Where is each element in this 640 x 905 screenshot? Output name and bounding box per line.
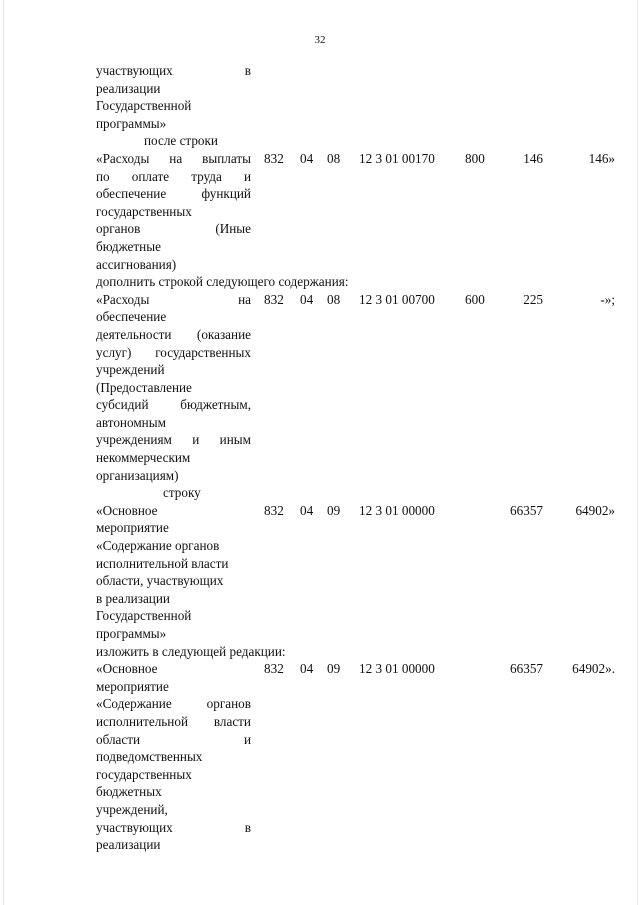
entry-line	[96, 783, 621, 801]
description-line	[96, 150, 251, 168]
description-line	[96, 713, 251, 731]
amount-year-1: 66357	[510, 661, 543, 677]
amount-year-1: 146	[523, 150, 543, 166]
description-line	[96, 203, 251, 221]
scan-edge-left	[3, 0, 4, 905]
description-line	[96, 256, 251, 274]
description-word: в	[244, 819, 251, 835]
amount-year-2: 146»	[588, 150, 615, 166]
expense-type-code: 800	[465, 150, 485, 166]
entry-line	[96, 819, 621, 837]
amount-year-2: 64902».	[572, 661, 615, 677]
description-word: Государственной	[96, 608, 192, 624]
description-line	[96, 97, 251, 115]
amount-year-2: -»;	[600, 291, 615, 307]
entry-line	[96, 220, 621, 238]
entry-line	[96, 836, 621, 854]
entry-line	[96, 678, 621, 696]
description-word: и	[243, 731, 251, 747]
description-word: (оказание	[196, 326, 251, 342]
description-line	[96, 449, 251, 467]
entry-line	[96, 731, 621, 749]
entry-line	[96, 326, 621, 344]
description-line	[96, 414, 251, 432]
description-line	[96, 467, 251, 485]
description-word: участвующих	[96, 63, 173, 78]
description-word: функций	[201, 186, 251, 202]
intro-line	[96, 97, 621, 115]
description-word: и	[192, 432, 200, 448]
description-word: автономным	[96, 414, 166, 430]
description-word: исполнительной власти	[96, 555, 229, 571]
description-word: «Основное	[96, 502, 158, 518]
subsection-code: 08	[327, 291, 341, 307]
description-line	[96, 607, 251, 625]
description-word: деятельности	[96, 326, 172, 342]
entry-line	[96, 379, 621, 397]
section-code: 04	[300, 502, 314, 518]
entry-line	[96, 766, 621, 784]
description-word: государственных	[96, 203, 192, 219]
entry-line	[96, 308, 621, 326]
description-line	[96, 326, 251, 344]
description-line	[96, 731, 251, 749]
description-line	[96, 625, 251, 643]
description-word: программы»	[96, 115, 167, 131]
description-line	[96, 185, 251, 203]
description-line	[96, 678, 251, 696]
description-word: «Расходы	[96, 150, 150, 166]
description-word: по	[96, 168, 110, 184]
description-word: органов	[206, 696, 251, 712]
description-line	[96, 572, 251, 590]
description-word: «Расходы	[96, 291, 150, 307]
description-line	[96, 361, 251, 379]
instruction-after-line: после строки	[144, 133, 218, 149]
description-word: учреждениям	[96, 432, 172, 448]
entry-line	[96, 203, 621, 221]
section-code: 04	[300, 661, 314, 677]
entry-line	[96, 150, 621, 168]
description-line	[96, 379, 251, 397]
description-word: в	[244, 63, 251, 78]
page-number: 32	[314, 34, 326, 46]
entry-line	[96, 256, 621, 274]
description-line	[96, 555, 251, 573]
description-word: участвующих	[96, 819, 173, 835]
entry-line	[96, 185, 621, 203]
entry-line	[96, 695, 621, 713]
intro-fragment	[96, 62, 621, 132]
description-word: органов	[96, 221, 141, 237]
description-word: Государственной	[96, 98, 192, 114]
amount-year-1: 66357	[510, 502, 543, 518]
entry-line	[96, 555, 621, 573]
entry-line	[96, 168, 621, 186]
description-word: ассигнования)	[96, 256, 177, 272]
description-line	[96, 660, 251, 678]
description-line	[96, 590, 251, 608]
description-word: мероприятие	[96, 520, 169, 536]
description-word: «Основное	[96, 661, 158, 677]
ministry-code: 832	[264, 150, 284, 166]
entry-line	[96, 801, 621, 819]
description-line	[96, 695, 251, 713]
entry-line	[96, 238, 621, 256]
description-word: в реализации	[96, 590, 170, 606]
description-word: услуг)	[96, 344, 132, 360]
description-word: иным	[219, 432, 251, 448]
target-article-code: 12 3 01 00000	[359, 502, 435, 518]
ministry-code: 832	[264, 661, 284, 677]
description-line	[96, 220, 251, 238]
entry-line	[96, 396, 621, 414]
entry-line	[96, 660, 621, 678]
description-word: некоммерческим	[96, 450, 191, 466]
description-word: (Предоставление	[96, 379, 192, 395]
description-word: подведомственных	[96, 749, 203, 765]
target-article-code: 12 3 01 00700	[359, 291, 435, 307]
entry-line	[96, 713, 621, 731]
ministry-code: 832	[264, 502, 284, 518]
description-word: на	[169, 150, 183, 166]
expense-type-code: 600	[465, 291, 485, 307]
description-word: области, участвующих	[96, 573, 224, 589]
description-word: бюджетных	[96, 784, 162, 800]
budget-entry-payroll	[96, 150, 621, 273]
description-line	[96, 748, 251, 766]
description-word: «Содержание органов	[96, 538, 220, 554]
entry-line	[96, 572, 621, 590]
description-word: выплаты	[202, 150, 251, 166]
description-line	[96, 819, 251, 837]
description-line	[96, 766, 251, 784]
description-word: труда	[191, 168, 222, 184]
description-word: обеспечение	[96, 186, 167, 202]
description-line	[96, 783, 251, 801]
description-word: организациям)	[96, 467, 179, 483]
description-word: (Иные	[215, 221, 251, 237]
instruction-add-line: дополнить строкой следующего содержания:	[96, 274, 349, 290]
description-line	[96, 344, 251, 362]
entry-line	[96, 361, 621, 379]
description-word: государственных	[96, 766, 192, 782]
description-word: власти	[213, 713, 251, 729]
amount-year-2: 64902»	[575, 502, 615, 518]
description-word: учреждений,	[96, 801, 168, 817]
instruction-line-word: строку	[163, 485, 201, 501]
subsection-code: 08	[327, 150, 341, 166]
description-word: области	[96, 731, 141, 747]
description-line	[96, 836, 251, 854]
intro-line	[96, 80, 621, 98]
entry-line	[96, 467, 621, 485]
entry-line	[96, 414, 621, 432]
description-line	[96, 62, 251, 80]
description-word: бюджетным,	[180, 397, 251, 413]
description-word: исполнительной	[96, 713, 189, 729]
description-word: «Содержание	[96, 696, 172, 712]
budget-entry-subsidies	[96, 291, 621, 485]
entry-line	[96, 519, 621, 537]
document-body	[96, 62, 621, 854]
target-article-code: 12 3 01 00000	[359, 661, 435, 677]
description-line	[96, 291, 251, 309]
description-word: мероприятие	[96, 678, 169, 694]
description-line	[96, 431, 251, 449]
section-code: 04	[300, 291, 314, 307]
description-line	[96, 238, 251, 256]
description-line	[96, 502, 251, 520]
description-line	[96, 308, 251, 326]
entry-line	[96, 431, 621, 449]
description-word: бюджетные	[96, 238, 161, 254]
entry-line	[96, 502, 621, 520]
entry-line	[96, 344, 621, 362]
target-article-code: 12 3 01 00170	[359, 150, 435, 166]
scan-edge-right	[637, 0, 638, 905]
subsection-code: 09	[327, 502, 341, 518]
description-word: государственных	[155, 344, 251, 360]
entry-line	[96, 449, 621, 467]
description-line	[96, 537, 251, 555]
description-word: субсидий	[96, 397, 149, 413]
description-line	[96, 80, 251, 98]
description-word: обеспечение	[96, 309, 167, 325]
entry-line	[96, 291, 621, 309]
entry-line	[96, 537, 621, 555]
description-word: и	[243, 168, 251, 184]
description-line	[96, 168, 251, 186]
intro-line	[96, 62, 621, 80]
description-line	[96, 519, 251, 537]
description-word: учреждений	[96, 362, 165, 378]
entry-line	[96, 590, 621, 608]
intro-line	[96, 115, 621, 133]
description-word: реализации	[96, 80, 161, 96]
entry-line	[96, 748, 621, 766]
budget-entry-main-activity-new	[96, 660, 621, 854]
entry-line	[96, 607, 621, 625]
description-word: оплате	[131, 168, 170, 184]
description-line	[96, 801, 251, 819]
description-line	[96, 115, 251, 133]
subsection-code: 09	[327, 661, 341, 677]
entry-line	[96, 625, 621, 643]
instruction-restate: изложить в следующей редакции:	[96, 643, 286, 659]
ministry-code: 832	[264, 291, 284, 307]
amount-year-1: 225	[523, 291, 543, 307]
description-word: на	[238, 291, 251, 307]
section-code: 04	[300, 150, 314, 166]
description-line	[96, 396, 251, 414]
description-word: программы»	[96, 626, 167, 641]
budget-entry-main-activity-old	[96, 502, 621, 643]
description-word: реализации	[96, 837, 161, 853]
